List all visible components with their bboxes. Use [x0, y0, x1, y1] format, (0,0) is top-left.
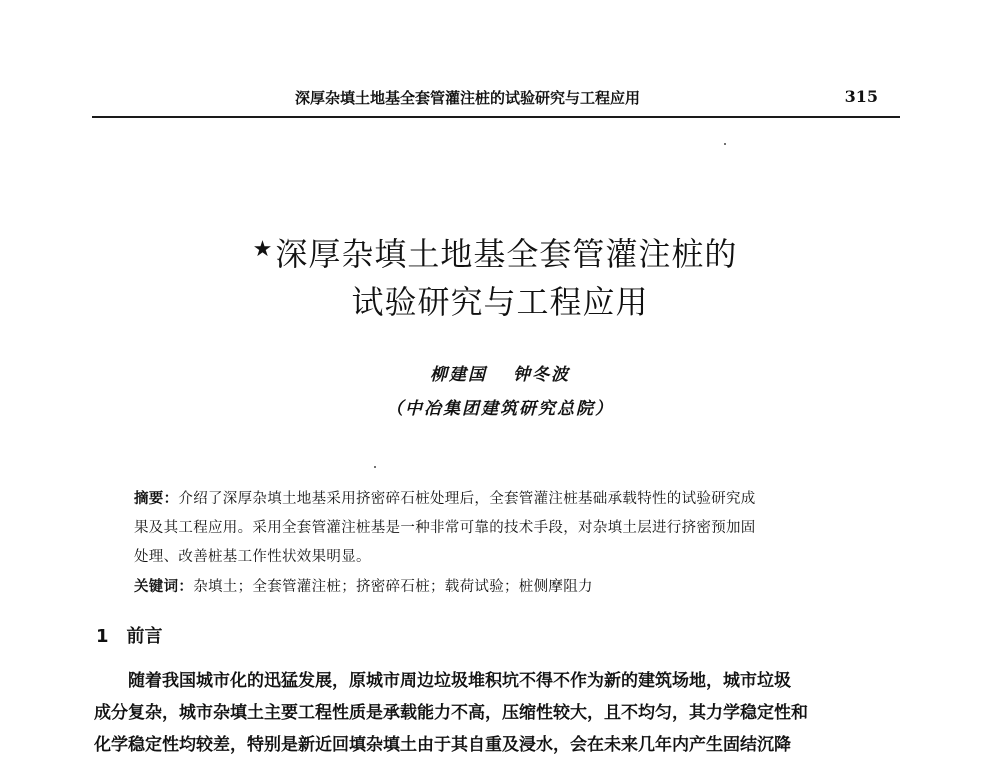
abstract-line: 处理、改善桩基工作性状效果明显。 — [134, 549, 371, 565]
abstract-label: 摘要： — [134, 490, 179, 507]
abstract-line: 果及其工程应用。采用全套管灌注桩基是一种非常可靠的技术手段，对杂填土层进行挤密预加固 — [134, 520, 756, 536]
article-title — [0, 226, 1000, 326]
author-list — [0, 360, 1000, 385]
body-line: 随着我国城市化的迅猛发展，原城市周边垃圾堆积坑不得不作为新的建筑场地，城市垃圾 — [128, 671, 791, 691]
header-rule — [92, 116, 900, 118]
page-number: 315 — [844, 87, 878, 106]
body-paragraph — [94, 665, 914, 761]
keywords-text: 杂填土；全套管灌注桩；挤密碎石桩；载荷试验；桩侧摩阻力 — [193, 579, 593, 595]
scan-speck — [374, 466, 376, 468]
section-title: 前言 — [126, 626, 163, 647]
keywords-line — [134, 572, 894, 602]
author-affiliation: （中冶集团建筑研究总院） — [386, 399, 614, 419]
running-head-title: 深厚杂填土地基全套管灌注桩的试验研究与工程应用 — [295, 89, 641, 107]
scan-speck — [724, 143, 726, 145]
keywords-label: 关键词： — [134, 578, 194, 595]
section-heading — [96, 622, 163, 648]
abstract-line — [134, 484, 894, 514]
author-name: 柳建国 — [430, 365, 487, 385]
abstract — [134, 484, 894, 602]
body-line: 化学稳定性均较差，特别是新近回填杂填土由于其自重及浸水，会在未来几年内产生固结沉降 — [94, 735, 791, 755]
abstract-text: 介绍了深厚杂填土地基采用挤密碎石桩处理后，全套管灌注桩基础承载特性的试验研究成 — [178, 491, 756, 507]
author-name: 钟冬波 — [513, 365, 570, 385]
body-line: 成分复杂，城市杂填土主要工程性质是承载能力不高，压缩性较大，且不均匀，其力学稳定性和 — [94, 703, 808, 723]
title-line-2: 试验研究与工程应用 — [351, 283, 649, 321]
title-line-1 — [0, 226, 1000, 278]
section-number: 1 — [96, 626, 109, 647]
title-line-1-text: 深厚杂填土地基全套管灌注桩的 — [275, 235, 738, 273]
running-header — [92, 86, 900, 114]
star-icon: ★ — [252, 237, 274, 262]
